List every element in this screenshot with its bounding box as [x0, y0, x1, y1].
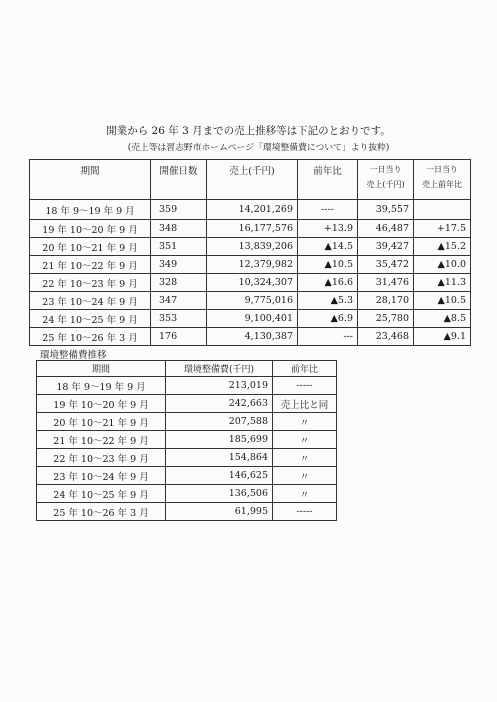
env-cell-period: 19 年 10～20 年 9 月	[37, 395, 166, 413]
header-sales: 売上(千円)	[207, 160, 298, 200]
cell-yoy: ▲10.5	[298, 256, 358, 274]
cell-period: 25 年 10～26 年 3 月	[30, 328, 151, 346]
env-cell-cost: 154,864	[166, 449, 273, 467]
cell-daily-yoy: ▲10.0	[414, 256, 471, 274]
table-row	[30, 200, 471, 220]
cell-sales: 4,130,387	[207, 328, 298, 346]
env-cell-yoy: 売上比と同	[273, 395, 337, 413]
env-section-title: 環境整備費推移	[40, 350, 107, 361]
table-row	[30, 220, 471, 238]
env-cell-yoy: -----	[273, 503, 337, 521]
cell-period: 23 年 10～24 年 9 月	[30, 292, 151, 310]
cell-yoy: ▲6.9	[298, 310, 358, 328]
table-row	[30, 274, 471, 292]
env-cell-cost: 185,699	[166, 431, 273, 449]
cell-daily-yoy	[414, 200, 471, 220]
cell-yoy: ----	[298, 200, 358, 220]
cell-yoy: ---	[298, 328, 358, 346]
table-row	[37, 467, 337, 485]
env-cell-yoy: 〃	[273, 431, 337, 449]
cell-daily: 23,468	[358, 328, 414, 346]
cell-period: 22 年 10～23 年 9 月	[30, 274, 151, 292]
cell-daily: 31,476	[358, 274, 414, 292]
header-daily-yoy	[414, 160, 471, 200]
cell-daily-yoy: ▲11.3	[414, 274, 471, 292]
table-row	[37, 413, 337, 431]
table-row	[30, 256, 471, 274]
header-days: 開催日数	[151, 160, 207, 200]
cell-days: 353	[151, 310, 207, 328]
cell-days: 349	[151, 256, 207, 274]
env-cell-yoy: 〃	[273, 449, 337, 467]
cell-yoy: +13.9	[298, 220, 358, 238]
cell-daily: 39,557	[358, 200, 414, 220]
env-cell-yoy: -----	[273, 377, 337, 395]
cell-days: 328	[151, 274, 207, 292]
env-cell-cost: 207,588	[166, 413, 273, 431]
header-daily-sales-line2: 売上(千円)	[366, 180, 405, 189]
cell-sales: 9,100,401	[207, 310, 298, 328]
cell-yoy: ▲5.3	[298, 292, 358, 310]
cell-yoy: ▲14.5	[298, 238, 358, 256]
header-daily-sales-line1: 一日当り	[369, 165, 402, 174]
env-cell-yoy: 〃	[273, 467, 337, 485]
env-cell-cost: 242,663	[166, 395, 273, 413]
env-cell-cost: 146,625	[166, 467, 273, 485]
header-yoy: 前年比	[298, 160, 358, 200]
table-row	[30, 310, 471, 328]
env-cell-period: 18 年 9～19 年 9 月	[37, 377, 166, 395]
table-row	[37, 503, 337, 521]
sales-header-row	[30, 160, 471, 200]
sales-trend-table	[29, 159, 471, 346]
cell-days: 176	[151, 328, 207, 346]
table-row	[30, 328, 471, 346]
cell-sales: 13,839,206	[207, 238, 298, 256]
env-cell-period: 24 年 10～25 年 9 月	[37, 485, 166, 503]
cell-daily: 39,427	[358, 238, 414, 256]
cell-period: 21 年 10～22 年 9 月	[30, 256, 151, 274]
env-header-cost: 環境整備費(千円)	[166, 361, 273, 377]
table-row	[30, 238, 471, 256]
header-period: 期間	[30, 160, 151, 200]
env-header-yoy: 前年比	[273, 361, 337, 377]
header-daily-sales	[358, 160, 414, 200]
env-cell-period: 25 年 10～26 年 3 月	[37, 503, 166, 521]
cell-daily-yoy: ▲15.2	[414, 238, 471, 256]
cell-daily: 35,472	[358, 256, 414, 274]
env-cell-cost: 136,506	[166, 485, 273, 503]
cell-period: 18 年 9～19 年 9 月	[30, 200, 151, 220]
cell-sales: 16,177,576	[207, 220, 298, 238]
cell-daily-yoy: ▲9.1	[414, 328, 471, 346]
cell-sales: 12,379,982	[207, 256, 298, 274]
env-cell-cost: 213,019	[166, 377, 273, 395]
table-row	[30, 292, 471, 310]
cell-days: 348	[151, 220, 207, 238]
header-daily-yoy-line2: 売上前年比	[422, 180, 462, 189]
table-row	[37, 485, 337, 503]
table-row	[37, 395, 337, 413]
env-header-row	[37, 361, 337, 377]
table-row	[37, 377, 337, 395]
cell-daily-yoy: ▲8.5	[414, 310, 471, 328]
env-cell-period: 23 年 10～24 年 9 月	[37, 467, 166, 485]
cell-daily: 28,170	[358, 292, 414, 310]
intro-text: 開業から 26 年 3 月までの売上推移等は下記のとおりです。	[106, 125, 391, 137]
env-cell-period: 21 年 10～22 年 9 月	[37, 431, 166, 449]
env-cell-yoy: 〃	[273, 485, 337, 503]
cell-daily-yoy: +17.5	[414, 220, 471, 238]
cell-daily-yoy: ▲10.5	[414, 292, 471, 310]
cell-daily: 25,780	[358, 310, 414, 328]
cell-sales: 9,775,016	[207, 292, 298, 310]
env-cell-cost: 61,995	[166, 503, 273, 521]
env-cost-table	[36, 360, 337, 521]
cell-period: 24 年 10～25 年 9 月	[30, 310, 151, 328]
cell-days: 347	[151, 292, 207, 310]
env-header-period: 期間	[37, 361, 166, 377]
env-cell-yoy: 〃	[273, 413, 337, 431]
cell-daily: 46,487	[358, 220, 414, 238]
cell-days: 359	[151, 200, 207, 220]
header-daily-yoy-line1: 一日当り	[426, 165, 458, 174]
cell-sales: 10,324,307	[207, 274, 298, 292]
table-row	[37, 449, 337, 467]
table-row	[37, 431, 337, 449]
cell-sales: 14,201,269	[207, 200, 298, 220]
cell-days: 351	[151, 238, 207, 256]
source-note: (売上等は習志野市ホームページ「環境整備費について」より抜粋)	[127, 143, 390, 153]
cell-yoy: ▲16.6	[298, 274, 358, 292]
cell-period: 19 年 10～20 年 9 月	[30, 220, 151, 238]
env-cell-period: 22 年 10～23 年 9 月	[37, 449, 166, 467]
cell-period: 20 年 10～21 年 9 月	[30, 238, 151, 256]
env-cell-period: 20 年 10～21 年 9 月	[37, 413, 166, 431]
